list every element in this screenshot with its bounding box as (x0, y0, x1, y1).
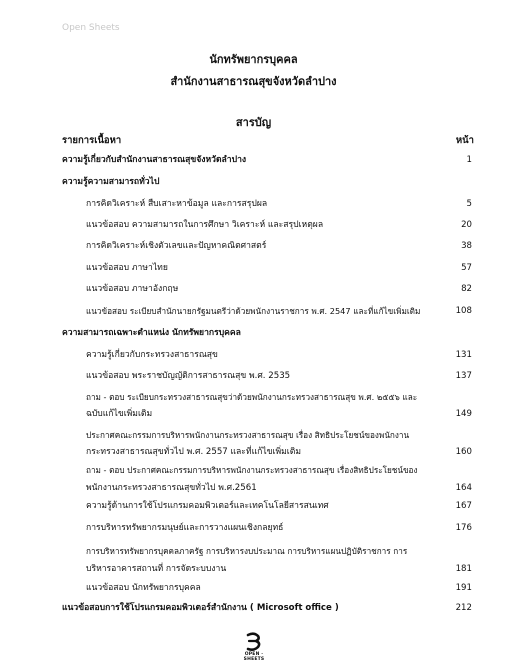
toc-entry-page: 167 (455, 501, 472, 511)
logo-text: OPEN · SHEETS (243, 652, 265, 662)
toc-entry-page: 137 (455, 371, 472, 381)
toc-entry-text: ถาม - ตอบ ระเบียบกระทรวงสาธารณสุขว่าด้วยพนักงานกระทรวงสาธารณสุข พ.ศ. ๒๕๕๖ และ (86, 392, 418, 402)
toc-entry-page: 82 (461, 284, 472, 294)
toc-entry-page: 131 (455, 350, 472, 360)
toc-entry-text: ความรู้ความสามารถทั่วไป (62, 177, 160, 187)
toc-entry-text: แนวข้อสอบ ภาษาอังกฤษ (86, 284, 179, 294)
watermark: Open Sheets (62, 23, 120, 33)
toc-entry-page: 20 (461, 220, 472, 230)
toc-entry-text: พนักงานกระทรวงสาธารณสุขทั่วไป พ.ศ.2561 (86, 483, 257, 493)
toc-entry-page: 191 (455, 583, 472, 593)
toc-entry-page: 38 (461, 241, 472, 251)
toc-entry-text: แนวข้อสอบ พระราชบัญญัติการสาธารณสุข พ.ศ. 2535 (86, 371, 291, 381)
toc-entry-text: การคิดวิเคราะห์ สืบเสาะหาข้อมูล และการสรุปผล (86, 199, 268, 209)
toc-entry-page: 212 (455, 603, 472, 613)
toc-entry-text: แนวข้อสอบ ความสามารถในการศึกษา วิเคราะห์ และสรุปเหตุผล (86, 220, 324, 230)
toc-entry-text: แนวข้อสอบ ภาษาไทย (86, 263, 168, 273)
toc-entry-text: ถาม - ตอบ ประกาศคณะกรรมการบริหารพนักงานกระทรวงสาธารณสุข เรื่องสิทธิประโยชน์ของ (86, 465, 418, 475)
toc-entry-text: บริหารอาคารสถานที่ การจัดระบบงาน (86, 564, 227, 574)
toc-entry-page: 5 (466, 199, 472, 209)
toc-entry-text: การคิดวิเคราะห์เชิงตัวเลขและปัญหาคณิตศาสตร์ (86, 241, 267, 251)
toc-entry-text: การบริหารทรัพยากรมนุษย์และการวางแผนเชิงกลยุทธ์ (86, 523, 284, 533)
toc-entry-page: 181 (455, 564, 472, 574)
toc-entry-text: กระทรวงสาธารณสุขทั่วไป พ.ศ. 2557 และที่แก้ไขเพิ่มเติม (86, 447, 301, 457)
toc-entry-page: 149 (455, 409, 472, 419)
toc-entry-text: แนวข้อสอบ นักทรัพยากรบุคคล (86, 583, 201, 593)
toc-entry-text: แนวข้อสอบ ระเบียบสำนักนายกรัฐมนตรีว่าด้วยพนักงานราชการ พ.ศ. 2547 และที่แก้ไขเพิ่มเติม (86, 306, 421, 316)
toc-entry-text: ความรู้เกี่ยวกับกระทรวงสาธารณสุข (86, 350, 218, 360)
toc-column-content: รายการเนื้อหา (62, 135, 122, 146)
toc-entry-text: ความรู้เกี่ยวกับสำนักงานสาธารณสุขจังหวัดลำปาง (62, 155, 247, 165)
open-sheets-logo-icon (236, 632, 272, 652)
toc-entry-text: ฉบับแก้ไขเพิ่มเติม (86, 409, 153, 419)
toc-column-page: หน้า (455, 135, 474, 146)
toc-entry-text: แนวข้อสอบการใช้โปรแกรมคอมพิวเตอร์สำนักงาน ( Microsoft office ) (62, 603, 339, 613)
toc-title: สารบัญ (235, 116, 272, 129)
toc-entry-page: 108 (455, 306, 472, 316)
toc-entry-text: การบริหารทรัพยากรบุคคลภาครัฐ การบริหารงบประมาณ การบริหารแผนปฏิบัติราชการ การ (86, 546, 408, 556)
toc-entry-page: 57 (461, 263, 472, 273)
toc-entry-page: 1 (466, 155, 472, 165)
toc-entry-text: ประกาศคณะกรรมการบริหารพนักงานกระทรวงสาธารณสุข เรื่อง สิทธิประโยชน์ของพนักงาน (86, 430, 410, 440)
toc-entry-text: ความรู้ด้านการใช้โปรแกรมคอมพิวเตอร์และเทคโนโลยีสารสนเทศ (86, 501, 329, 511)
document-title: นักทรัพยากรบุคคล (209, 53, 298, 66)
open-sheets-logo (236, 632, 272, 664)
toc-entry-text: ความสามารถเฉพาะตำแหน่ง นักทรัพยากรบุคคล (62, 328, 241, 338)
toc-entry-page: 164 (455, 483, 472, 493)
toc-entry-page: 160 (455, 447, 472, 457)
toc-entry-page: 176 (455, 523, 472, 533)
document-subtitle: สำนักงานสาธารณสุขจังหวัดลำปาง (170, 75, 337, 88)
